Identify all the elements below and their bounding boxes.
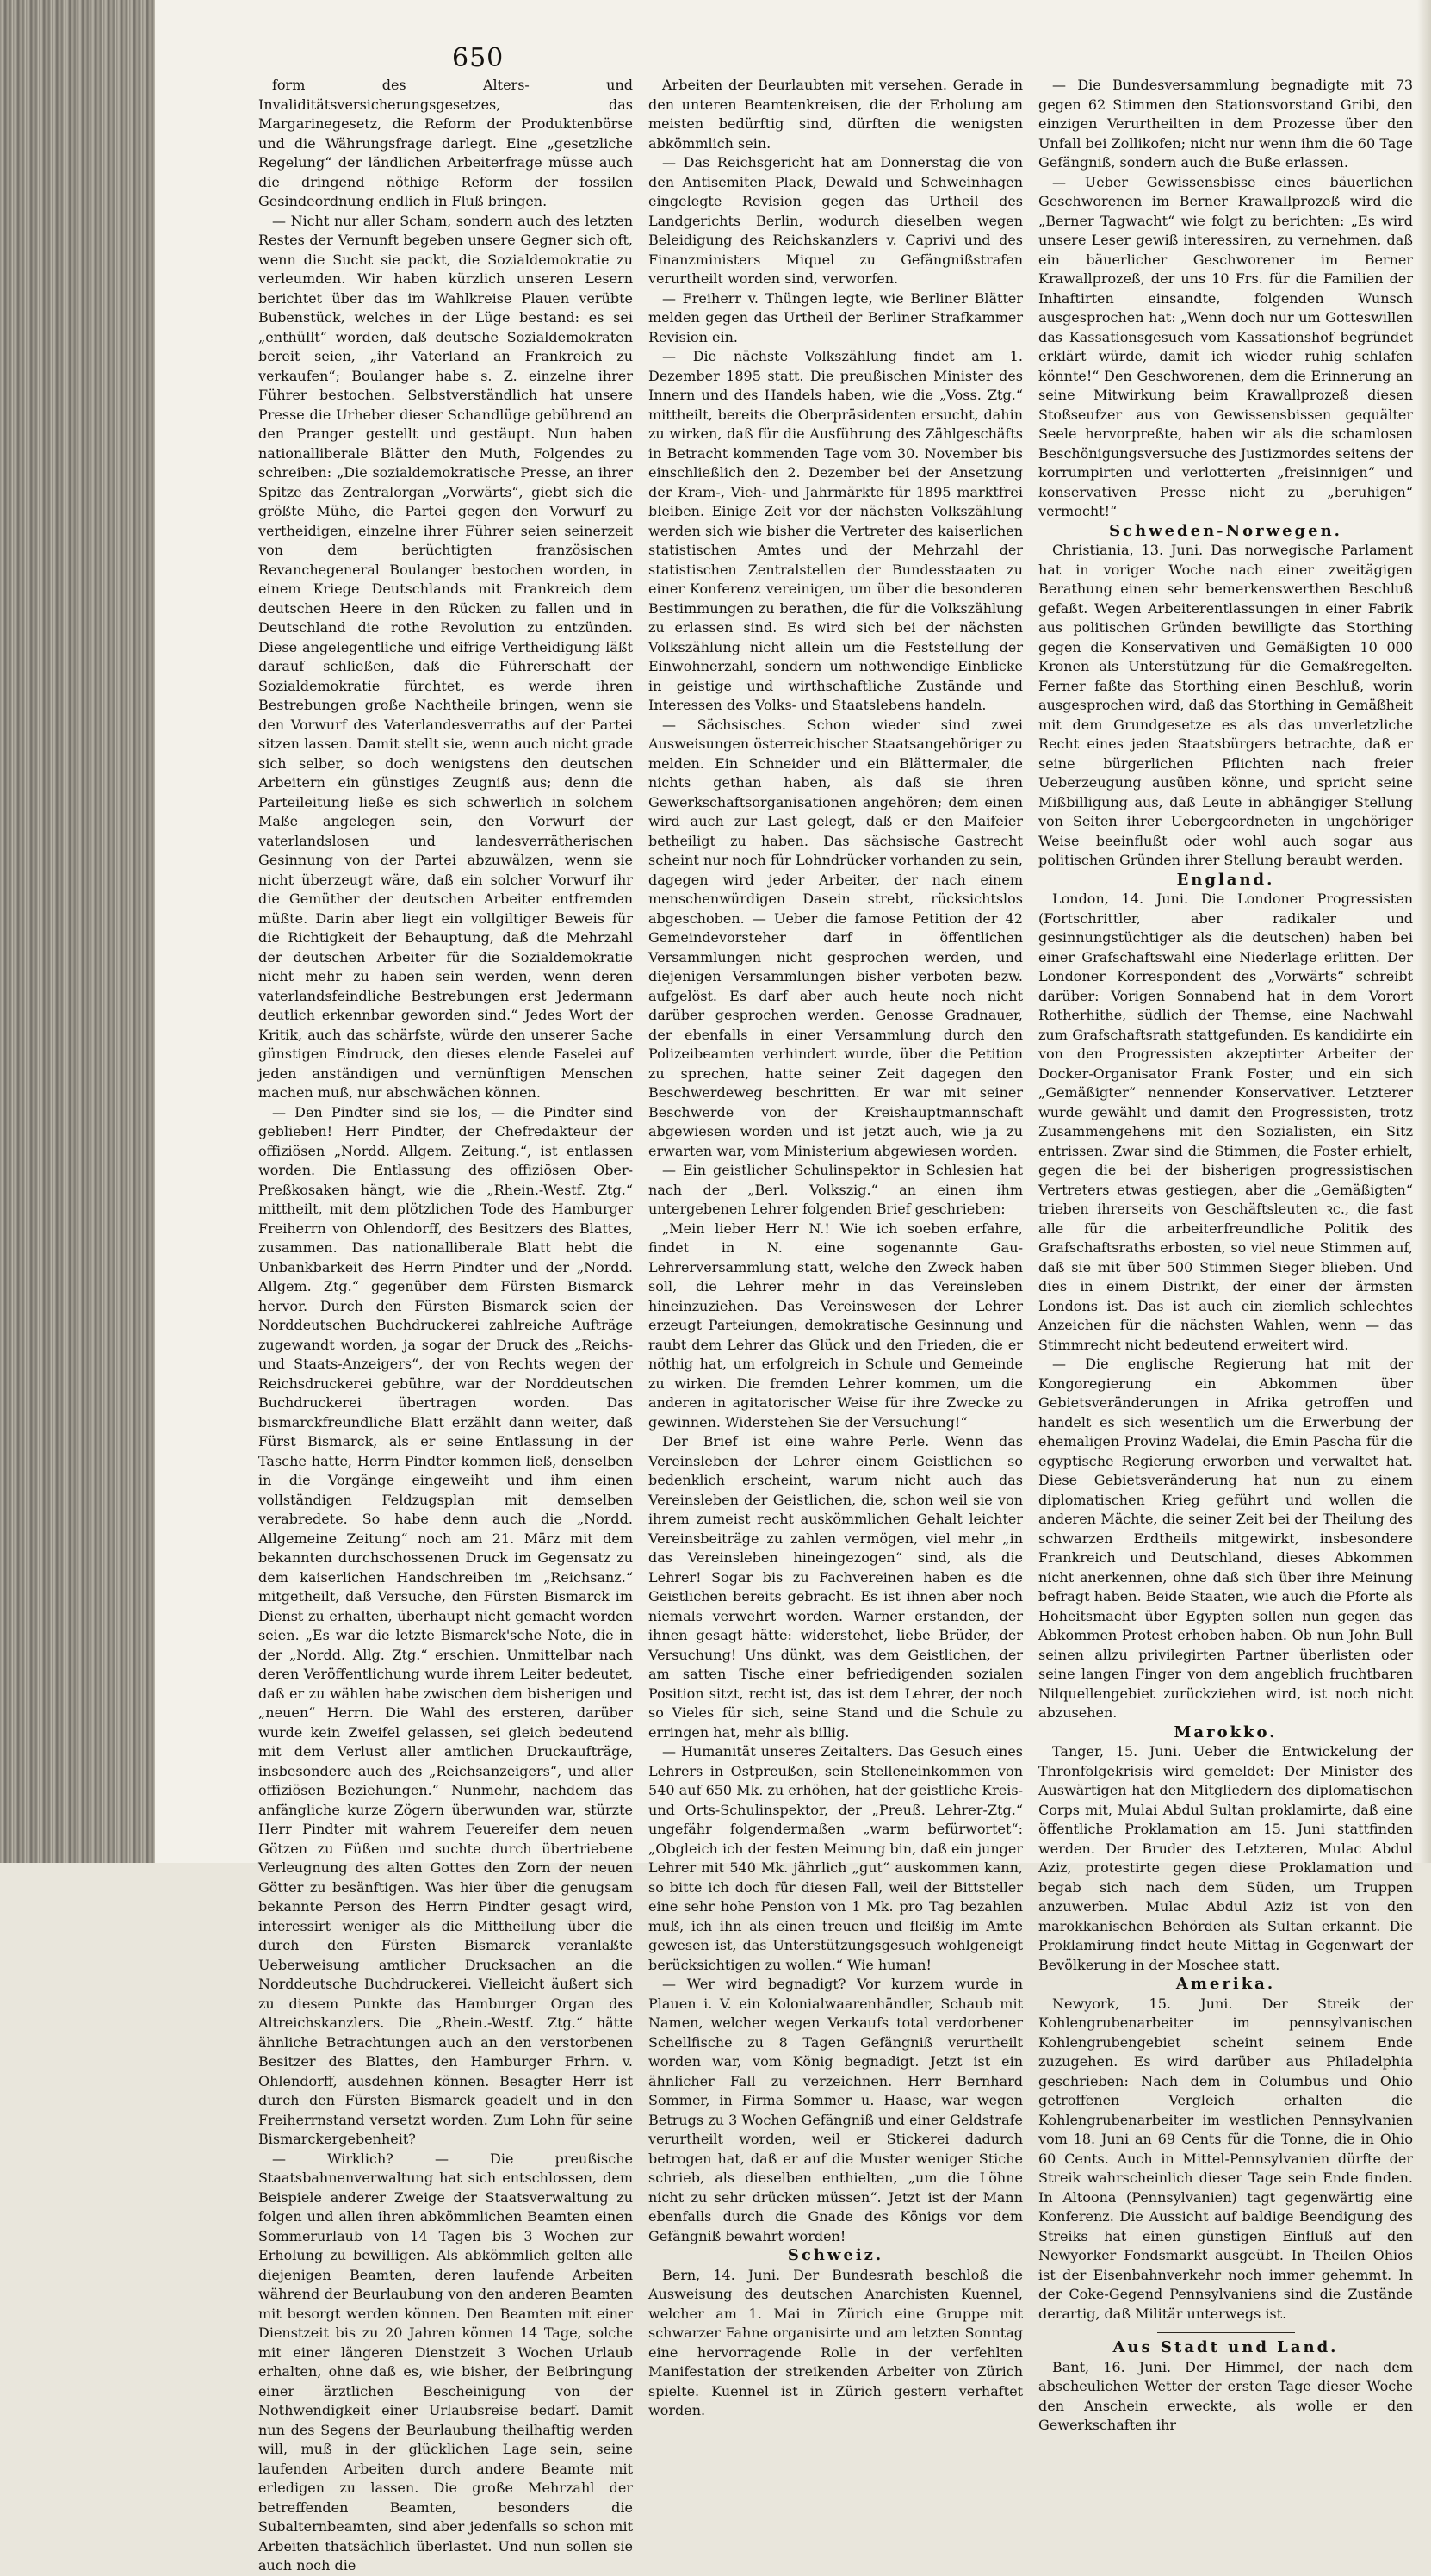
article-paragraph: Bant, 16. Juni. Der Himmel, der nach dem abscheulichen Wetter der ersten Tage dieser Woche den Anschein erweckte, als wolle er den Gewerkschaften ihr	[1038, 2358, 1413, 2433]
page-edge	[1417, 0, 1431, 1863]
article-paragraph: — Die nächste Volkszählung findet am 1. Dezember 1895 statt. Die preußischen Minister des Innern und des Handels haben, wie die „Voss. Ztg.“ mittheilt, bereits die Oberpräsidenten ersucht, dahin zu wirken, daß für die Ausführung des Zählgeschäfts in Betracht kommenden Tage vom 30. November bis einschließlich den 2. Dezember bei der Ansetzung der Kram-, Vieh- und Jahrmärkte für 1895 marktfrei bleiben. Einige Zeit vor der nächsten Volkszählung werden sich wie bisher die Vertreter des kaiserlichen statistischen Amtes und der Mehrzahl der statistischen Zentralstellen der Bundesstaaten zu einer Konferenz vereinigen, um über die besonderen Bestimmungen zu berathen, die für die Volkszählung zu erlassen sind. Es wird sich bei der nächsten Volkszählung nicht allein um die Feststellung der Einwohnerzahl, sondern um nothwendige Einblicke in geistige und wirthschaftliche Zustände und Interessen des Volks- und Staatslebens handeln.	[648, 348, 1023, 713]
column-2	[648, 76, 1023, 2418]
article-paragraph: — Die englische Regierung hat mit der Kongoregierung ein Abkommen über Gebietsveränderungen in Afrika getroffen und handelt es sich wesentlich um die Erwerbung der ehemaligen Provinz Wadelai, die Emin Pascha für die egyptische Regierung erworben und verwaltet hat. Diese Gebietsveränderung hat nun zu einem diplomatischen Krieg geführt und wollen die anderen Mächte, die seiner Zeit bei der Theilung des schwarzen Erdtheils mitgewirkt, insbesondere Frankreich und Deutschland, dieses Abkommen nicht anerkennen, ohne daß sich über ihre Meinung befragt haben. Beide Staaten, wie auch die Pforte als Hoheitsmacht über Egypten sollen nun gegen das Abkommen Protest erhoben haben. Ob nun John Bull seinen allzu privilegirten Partner überlisten oder seine langen Finger von dem angeblich fruchtbaren Nilquellengebiet zurückziehen wird, ist noch nicht abzusehen.	[1038, 1356, 1413, 1721]
article-paragraph: Tanger, 15. Juni. Ueber die Entwickelung der Thronfolgekrisis wird gemeldet: Der Minister des Auswärtigen hat den Mitgliedern des diplomatischen Corps mit, Mulai Abdul Sultan proklamirte, daß eine öffentliche Proklamation am 15. Juni stattfinden werden. Der Bruder des Letzteren, Mulac Abdul Aziz, protestirte gegen diese Proklamation und begab sich nach dem Süden, um Truppen anzuwerben. Mulac Abdul Aziz ist von den marokkanischen Behörden als Sultan erkannt. Die Proklamirung findet heute Mittag in Gegenwart der Bevölkerung in der Moschee statt.	[1038, 1743, 1413, 1973]
quoted-letter: „Mein lieber Herr N.! Wie ich soeben erfahre, findet in N. eine sogenannte Gau-Lehrerversammlung statt, welche den Zweck haben soll, die Lehrer mehr in das Vereinsleben hineinzuziehen. Das Vereinswesen der Lehrer erzeugt Parteiungen, demokratische Gesinnung und raubt dem Lehrer das Glück und den Frieden, die er nöthig hat, um erfolgreich in Schule und Gemeinde zu wirken. Die fremden Lehrer kommen, um die anderen in agitatorischer Weise für ihre Zwecke zu gewinnen. Widerstehen Sie der Versuchung!“	[648, 1220, 1023, 1431]
section-divider	[1157, 2332, 1295, 2333]
article-paragraph: — Wirklich? — Die preußische Staatsbahnenverwaltung hat sich entschlossen, dem Beispiele anderer Zweige der Staatsverwaltung zu folgen und allen ihren abkömmlichen Beamten einen Sommerurlaub von 14 Tagen bis 3 Wochen zur Erholung zu bewilligen. Als abkömmlich gelten alle diejenigen Beamten, deren laufende Arbeiten während der Beurlaubung von den anderen Beamten mit besorgt werden können. Den Beamten mit einer Dienstzeit bis zu 20 Jahren können 14 Tage, solche mit einer längeren Dienstzeit 3 Wochen Urlaub erhalten, ohne daß es, wie bisher, der Beibringung einer ärztlichen Bescheinigung von der Nothwendigkeit einer Urlaubsreise bedarf. Damit nun des Segens der Beurlaubung theilhaftig werden will, muß in der glücklichen Lage sein, seine laufenden Arbeiten durch andere Beamte mit erledigen zu lassen. Die große Mehrzahl der betreffenden Beamten, besonders die Subalternbeamten, sind aber jedenfalls so schon mit Arbeiten thatsächlich überlastet. Und nun sollen sie auch noch die	[258, 2150, 633, 2573]
article-paragraph: — Freiherr v. Thüngen legte, wie Berliner Blätter melden gegen das Urtheil der Berliner Strafkammer Revision ein.	[648, 289, 1023, 345]
article-paragraph: — Ein geistlicher Schulinspektor in Schlesien hat nach der „Berl. Volkszig.“ an einen ihm untergebenen Lehrer folgenden Brief geschrieben:	[648, 1162, 1023, 1217]
article-paragraph: — Das Reichsgericht hat am Donnerstag die von den Antisemiten Plack, Dewald und Schweinhagen eingelegte Revision gegen das Urtheil des Landgerichts Berlin, wodurch dieselben wegen Beleidigung des Reichskanzlers v. Caprivi und des Finanzministers Miquel zu Gefängnißstrafen verurtheilt worden sind, verworfen.	[648, 154, 1023, 287]
article-paragraph: — Wer wird begnadigt? Vor kurzem wurde in Plauen i. V. ein Kolonialwaarenhändler, Schaub mit Namen, welcher wegen Verkaufs total verdorbener Schellfische zu 8 Tagen Gefängniß verurtheilt worden war, vom König begnadigt. Jetzt ist ein ähnlicher Fall zu verzeichnen. Herr Bernhard Sommer, in Firma Sommer u. Haase, war wegen Betrugs zu 3 Wochen Gefängniß und einer Geldstrafe verurtheilt worden, weil er Stickerei dadurch betrogen hat, daß er auf die Muster weniger Stiche schrieb, als dieselben enthielten, „um die Löhne nicht zu sehr drücken müssen“. Jetzt ist der Mann ebenfalls durch die Gnade des Königs vor dem Gefängniß bewahrt worden!	[648, 1976, 1023, 2244]
section-heading-aus-stadt-und-land: Aus Stadt und Land.	[1112, 2338, 1339, 2356]
article-paragraph: Bern, 14. Juni. Der Bundesrath beschloß die Ausweisung des deutschen Anarchisten Kuennel, welcher am 1. Mai in Zürich eine Gruppe mit schwarzer Fahne organisirte und am letzten Sonntag eine hervorragende Rolle in der verfehlten Manifestation der streikenden Arbeiter von Zürich spielte. Kuennel ist in Zürich gestern verhaftet worden.	[648, 2266, 1023, 2418]
article-paragraph: Newyork, 15. Juni. Der Streik der Kohlengrubenarbeiter im pennsylvanischen Kohlengrubengebiet scheint seinem Ende zuzugehen. Es wird darüber aus Philadelphia geschrieben: Nach dem in Columbus und Ohio getroffenen Vergleich erhalten die Kohlengrubenarbeiter im westlichen Pennsylvanien vom 18. Juni an 69 Cents für die Tonne, die in Ohio 60 Cents. Auch in Mittel-Pennsylvanien dürfte der Streik wahrscheinlich dieser Tage sein Ende finden. In Altoona (Pennsylvanien) tagt gegenwärtig eine Konferenz. Die Aussicht auf baldige Beendigung des Streiks hat einen günstigen Einfluß auf den Newyorker Fondsmarkt ausgeübt. In Theilen Ohios ist der Eisenbahnverkehr noch immer gehemmt. In der Coke-Gegend Pennsylvaniens sind die Zustände derartig, daß Militär unterwegs ist.	[1038, 1995, 1413, 2322]
article-paragraph: — Den Pindter sind sie los, — die Pindter sind geblieben! Herr Pindter, der Chefredakteur der offiziösen „Nordd. Allgem. Zeitung.“, ist entlassen worden. Die Entlassung des offiziösen Ober-Preßkosaken hängt, wie die „Rhein.-Westf. Ztg.“ mittheilt, mit dem plötzlichen Tode des Hamburger Freiherrn von Ohlendorff, des Besitzers des Blattes, zusammen. Das nationalliberale Blatt hebt die Unbankbarkeit des Herrn Pindter und der „Nordd. Allgem. Ztg.“ gegenüber dem Fürsten Bismarck hervor. Durch den Fürsten Bismarck seien der Norddeutschen Buchdruckerei zahlreiche Aufträge zugewandt worden, ja sogar der Druck des „Reichs- und Staats-Anzeigers“, der von Rechts wegen der Reichsdruckerei gebühre, war der Norddeutschen Buchdruckerei übertragen worden. Das bismarckfreundliche Blatt erzählt dann weiter, daß Fürst Bismarck, als er seine Entlassung in der Tasche hatte, Herrn Pindter kommen ließ, denselben in die Vorgänge eingeweiht und ihm einen vollständigen Feldzugsplan mit demselben verabredete. So habe denn auch die „Nordd. Allgemeine Zeitung“ noch am 21. März mit dem bekannten durchschossenen Druck im Gegensatz zu dem kaiserlichen Handschreiben im „Reichsanz.“ mitgetheilt, daß Versuche, den Fürsten Bismarck im Dienst zu erhalten, überhaupt nicht gemacht worden seien. „Es war die letzte Bismarck'sche Note, die in der „Nordd. Allg. Ztg.“ erschien. Unmittelbar nach deren Veröffentlichung wurde ihrem Leiter bedeutet, daß er zu wählen habe zwischen dem bisherigen und „neuen“ Herrn. Die Wahl des ersteren, darüber wurde kein Zweifel gelassen, sei gleich bedeutend mit dem Verlust aller amtlichen Druckaufträge, insbesondere auch des „Reichsanzeigers“, und aller offiziösen Beziehungen.“ Nunmehr, nachdem das anfängliche kurze Zögern überwunden war, stürzte Herr Pindter mit wahrem Feuereifer dem neuen Götzen zu Füßen und suchte durch übertriebene Verleugnung des alten Gottes den Zorn der neuen Götter zu besänftigen. Was hier über die genugsam bekannte Person des Herrn Pindter gesagt wird, interessirt weniger als die Mittheilung über die durch den Fürsten Bismarck veranlaßte Ueberweisung amtlicher Drucksachen an die Norddeutsche Buchdruckerei. Vielleicht äußert sich zu diesem Punkte das Hamburger Organ des Altreichskanzlers. Die „Rhein.-Westf. Ztg.“ hätte ähnliche Betrachtungen auch an den verstorbenen Besitzer des Blattes, den Hamburger Frhrn. v. Ohlendorff, ausdehnen können. Besagter Herr ist durch den Fürsten Bismarck geadelt und in den Freiherrnstand versetzt worden. Zum Lohn für seine Bismarckergebenheit?	[258, 1103, 633, 2147]
article-paragraph: form des Alters- und Invaliditätsversicherungsgesetzes, das Margarinegesetz, die Reform der Produktenbörse und die Währungsfrage darlegt. Eine „gesetzliche Regelung“ der ländlichen Arbeiterfrage müsse auch die dringend nöthige Reform der fossilen Gesindeordnung endlich in Fluß bringen.	[258, 77, 633, 209]
column-1	[258, 76, 633, 2573]
section-heading-schweden-norwegen: Schweden-Norwegen.	[1109, 521, 1342, 540]
article-paragraph: — Die Bundesversammlung begnadigte mit 73 gegen 62 Stimmen den Stationsvorstand Gribi, den einzigen Verurtheilten in dem Prozesse über den Unfall bei Zollikofen; nicht nur wenn ihm die 60 Tage Gefängniß, sondern auch die Buße erlassen.	[1038, 77, 1413, 171]
article-paragraph: — Nicht nur aller Scham, sondern auch des letzten Restes der Vernunft begeben unsere Gegner sich oft, wenn die Sucht sie packt, die Sozialdemokratie zu verleumden. Wir haben kürzlich unseren Lesern berichtet über das im Wahlkreise Plauen verübte Bubenstück, welches in der Lüge bestand: es sei „enthüllt“ worden, daß deutsche Sozialdemokraten bereit seien, „ihr Vaterland an Frankreich zu verkaufen“; Boulanger habe s. Z. einzelne ihrer Führer bestochen. Selbstverständlich hat unsere Presse die Urheber dieser Schandlüge gebührend an den Pranger gestellt und gestäupt. Nun haben nationalliberale Blätter den Muth, Folgendes zu schreiben: „Die sozialdemokratische Presse, an ihrer Spitze das Zentralorgan „Vorwärts“, giebt sich die größte Mühe, die Partei gegen den Vorwurf zu vertheidigen, einzelne ihrer Führer seien seinerzeit von dem berüchtigten französischen Revanchegeneral Boulanger bestochen worden, in einem Kriege Deutschlands mit Frankreich dem deutschen Heere in den Rücken zu fallen und in Deutschland die rothe Revolution zu entzünden. Diese angelegentliche und eifrige Vertheidigung läßt darauf schließen, daß die Führerschaft der Sozialdemokratie fürchtet, es werde ihren Bestrebungen große Nachtheile bringen, wenn sie den Vorwurf des Vaterlandesverraths auf der Partei sitzen lassen. Damit stellt sie, wenn auch nicht grade sich selber, so doch wenigstens den deutschen Arbeitern ein günstiges Zeugniß aus; denn die Parteileitung ließe es sich schwerlich in solchem Maße angelegen sein, den Vorwurf der vaterlandslosen und landesverrätherischen Gesinnung von der Partei abzuwälzen, wenn sie nicht überzeugt wäre, daß ein solcher Vorwurf ihr die Gemüther der deutschen Arbeiter entfremden müßte. Darin aber liegt ein vollgiltiger Beweis für die Richtigkeit der Behauptung, daß die Mehrzahl der deutschen Arbeiter für die Sozialdemokratie nicht mehr zu haben sein werden, wenn deren vaterlandsfeindliche Bestrebungen erst Jedermann deutlich erkennbar geworden sind.“ Jedes Wort der Kritik, auch das schärfste, würde den unserer Sache günstigen Eindruck, den dieses elende Faselei auf jeden anständigen und vernünftigen Menschen machen muß, nur abschwächen können.	[258, 212, 633, 1101]
article-paragraph: Christiania, 13. Juni. Das norwegische Parlament hat in voriger Woche nach einer zweitägigen Berathung einen sehr bemerkenswerthen Beschluß gefaßt. Wegen Arbeiterentlassungen in einer Fabrik aus politischen Gründen bewilligte das Storthing gegen die Konservativen und Gemäßigten 10 000 Kronen als Unterstützung für die Gemaßregelten. Ferner faßte das Storthing einen Beschluß, worin ausgesprochen wird, daß das Storthing in Gemäßheit mit dem Grundgesetze es als das unverletzliche Recht eines jeden Staatsbürgers betrachte, daß er seine bürgerlichen Pflichten nach freier Ueberzeugung ausüben könne, und spricht seine Mißbilligung aus, daß Leute in abhängiger Stellung von Seiten ihrer Uebergeordneten in ungehöriger Weise beeinflußt oder wohl auch sogar aus politischen Gründen ihrer Stellung beraubt werden.	[1038, 542, 1413, 868]
newspaper-page	[155, 0, 1431, 2573]
section-heading-england: England.	[1176, 870, 1275, 889]
article-paragraph: — Humanität unseres Zeitalters. Das Gesuch eines Lehrers in Ostpreußen, sein Stelleneinkommen von 540 auf 650 Mk. zu erhöhen, hat der geistliche Kreis- und Orts-Schulinspektor, der „Preuß. Lehrer-Ztg.“ ungefähr folgendermaßen „warm befürwortet“: „Obgleich ich der festen Meinung bin, daß ein junger Lehrer mit 540 Mk. jährlich „gut“ auskommen kann, so bitte ich doch für diesen Fall, weil der Bittsteller eine sehr hohe Pension von 1 Mk. pro Tag bezahlen muß, ich ihn als einen treuen und fleißig im Amte gewesen ist, das Unterstützungsgesuch wohlgeneigt berücksichtigen zu wollen.“ Wie human!	[648, 1743, 1023, 1973]
section-heading-schweiz: Schweiz.	[787, 2246, 884, 2264]
article-paragraph: London, 14. Juni. Die Londoner Progressisten (Fortschrittler, aber radikaler und gesinnungstüchtiger als die deutschen) haben bei einer Grafschaftswahl eine Niederlage erlitten. Der Londoner Korrespondent des „Vorwärts“ schreibt darüber: Vorigen Sonnabend hat in dem Vorort Rotherhithe, südlich der Themse, eine Nachwahl zum Grafschaftsrath stattgefunden. Es kandidirte ein von den Progressisten akzeptirter Arbeiter der Docker-Organisator Frank Foster, und ein sich „Gemäßigter“ nennender Konservativer. Letzterer wurde gewählt und damit den Progressisten, trotz Zusammengehens mit den Sozialisten, ein Sitz entrissen. Zwar sind die Stimmen, die Foster erhielt, gegen die bei der bisherigen progressistischen Vertreters etwas gestiegen, aber die „Gemäßigten“ trieben ihrerseits von Geschäftsleuten ꝛc., die fast alle für die arbeiterfreundliche Politik des Grafschaftsraths erbosten, so viel neue Stimmen auf, daß sie mit über 500 Stimmen Sieger blieben. Und dies in einem Distrikt, der einer der ärmsten Londons ist. Das ist auch ein ziemlich schlechtes Anzeichen für die nächsten Wahlen, wenn — das Stimmrecht nicht bedeutend erweitert wird.	[1038, 891, 1413, 1353]
article-paragraph: — Sächsisches. Schon wieder sind zwei Ausweisungen österreichischer Staatsangehöriger zu melden. Ein Schneider und ein Blättermaler, die nichts gethan haben, als daß sie ihren Gewerkschaftsorganisationen angehören; dem einen wird auch zur Last gelegt, daß er den Maifeier betheiligt zu haben. Das sächsische Gastrecht scheint nur noch für Lohndrücker vorhanden zu sein, dagegen wird jeder Arbeiter, der nach einem menschenwürdigen Dasein strebt, rücksichtslos abgeschoben. — Ueber die famose Petition der 42 Gemeindevorsteher darf in öffentlichen Versammlungen nicht gesprochen werden, und diejenigen Versammlungen bisher verboten bezw. aufgelöst. Es darf aber auch heute noch nicht darüber gesprochen werden. Genosse Gradnauer, der ebenfalls in einer Versammlung durch den Polizeibeamten verhindert wurde, über die Petition zu sprechen, hatte seiner Zeit dagegen den Beschwerdeweg beschritten. Er war mit seiner Beschwerde von der Kreishauptmannschaft abgewiesen worden und ist jetzt auch, wie ja zu erwarten war, vom Ministerium abgewiesen worden.	[648, 716, 1023, 1159]
article-paragraph: Der Brief ist eine wahre Perle. Wenn das Vereinsleben der Lehrer einem Geistlichen so bedenklich erscheint, warum nicht auch das Vereinsleben der Geistlichen, die, schon weil sie von ihrem zumeist recht auskömmlichen Gehalt leichter Vereinsbeiträge zu zahlen vermögen, viel mehr „in das Vereinsleben hineingezogen“ sind, als die Lehrer! Sogar bis zu Fachvereinen haben es die Geistlichen bereits gebracht. Es ist ihnen aber noch niemals verwehrt worden. Warner erstanden, der ihnen gesagt hätte: widerstehet, liebe Brüder, der Versuchung! Uns dünkt, was dem Geistlichen, der am satten Tische einer befriedigenden sozialen Position sitzt, recht ist, das ist dem Lehrer, der noch so Vieles für sich, seine Stand und die Schule zu erringen hat, mehr als billig.	[648, 1433, 1023, 1741]
book-binding	[0, 0, 155, 1863]
article-paragraph: — Ueber Gewissensbisse eines bäuerlichen Geschworenen im Berner Krawallprozeß wird die „Berner Tagwacht“ wie folgt zu berichten: „Es wird unsere Leser gewiß interessiren, zu vernehmen, daß ein bäuerlicher Geschworener im Berner Krawallprozeß, der uns 10 Frs. für die Familien der Inhaftirten einsandte, folgenden Wunsch ausgesprochen hat: „Wenn doch nur um Gotteswillen das Kassationsgesuch vom Kassationshof begründet erklärt würde, damit ich wieder ruhig schlafen könnte!“ Den Geschworenen, dem die Erinnerung an seine Mitwirkung beim Krawallprozeß diesen Stoßseufzer aus von Gewissensbissen gequälter Seele hervorpreßte, haben wir als die schamlosen Beschönigungsversuche des Justizmordes seitens der korrumpirten und verlotterten „freisinnigen“ und konservativen Presse nicht zu „beruhigen“ vermocht!“	[1038, 173, 1413, 519]
section-heading-marokko: Marokko.	[1174, 1723, 1278, 1741]
page-number: 650	[452, 43, 505, 73]
article-paragraph: Arbeiten der Beurlaubten mit versehen. Gerade in den unteren Beamtenkreisen, die der Erholung am meisten bedürftig sind, dürften die wenigsten abkömmlich sein.	[648, 77, 1023, 152]
column-3	[1038, 76, 1413, 2433]
section-heading-amerika: Amerika.	[1175, 1975, 1276, 1993]
